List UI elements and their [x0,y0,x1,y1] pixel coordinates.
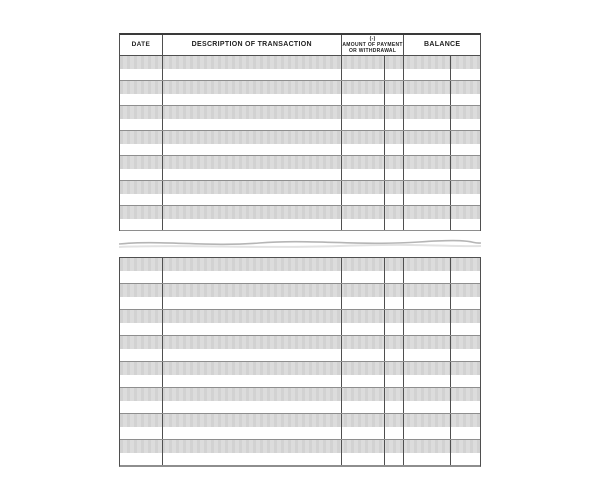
register-cell [403,336,450,361]
register-cell [162,81,341,105]
register-cell [162,440,341,465]
page-fold-line [119,235,481,251]
register-cell [450,131,480,155]
register-cell [341,56,384,80]
register-row [120,310,480,336]
register-cell [403,56,450,80]
register-cell [403,388,450,413]
register-cell [403,181,450,205]
register-cell [162,310,341,335]
register-top-section [119,33,481,231]
register-cell [120,131,162,155]
payment-header-line2: OR WITHDRAWAL [348,48,397,54]
register-cell [384,131,404,155]
register-cell [341,206,384,230]
register-cell [341,106,384,130]
register-cell [450,81,480,105]
register-cell [162,258,341,283]
register-row [120,206,480,231]
register-cell [341,156,384,180]
register-cell [403,81,450,105]
register-cell [341,440,384,465]
payment-header-line1: AMOUNT OF PAYMENT [342,42,403,48]
register-cell [120,414,162,439]
register-cell [341,131,384,155]
register-cell [450,362,480,387]
register-cell [120,156,162,180]
register-cell [450,284,480,309]
register-cell [403,310,450,335]
register-rows-bottom [120,258,480,466]
register-cell [341,258,384,283]
register-cell [384,310,404,335]
register-row [120,131,480,156]
register-cell [403,440,450,465]
register-cell [120,362,162,387]
register-row [120,156,480,181]
register-cell [384,440,404,465]
register-cell [120,181,162,205]
register-cell [403,131,450,155]
register-cell [450,388,480,413]
page-fold-separator [119,235,481,251]
check-register-page [119,33,481,467]
register-cell [403,156,450,180]
register-cell [384,106,404,130]
register-cell [450,156,480,180]
register-row [120,414,480,440]
register-cell [384,388,404,413]
register-cell [450,106,480,130]
register-cell [403,206,450,230]
register-cell [120,388,162,413]
register-rows-top [120,56,480,231]
register-cell [341,336,384,361]
register-cell [450,414,480,439]
register-row [120,284,480,310]
register-cell [162,388,341,413]
register-cell [341,414,384,439]
payment-column-header [341,35,404,55]
register-cell [450,440,480,465]
register-cell [162,336,341,361]
register-cell [162,106,341,130]
register-cell [384,258,404,283]
register-cell [341,181,384,205]
register-cell [341,310,384,335]
register-cell [384,81,404,105]
register-cell [120,258,162,283]
register-cell [162,56,341,80]
register-cell [403,284,450,309]
register-cell [162,284,341,309]
register-cell [120,284,162,309]
register-row [120,181,480,206]
register-cell [341,284,384,309]
register-cell [120,206,162,230]
payment-header-symbol: (-) [369,36,376,42]
register-row [120,56,480,81]
register-cell [384,181,404,205]
register-row [120,81,480,106]
register-cell [120,336,162,361]
register-cell [384,284,404,309]
register-cell [384,206,404,230]
register-cell [384,56,404,80]
register-cell [162,206,341,230]
register-cell [384,336,404,361]
register-cell [450,206,480,230]
register-cell [162,131,341,155]
register-cell [450,258,480,283]
register-row [120,440,480,466]
register-cell [403,258,450,283]
register-cell [384,156,404,180]
register-cell [384,362,404,387]
register-row [120,258,480,284]
register-cell [120,81,162,105]
description-column-header: DESCRIPTION OF TRANSACTION [162,35,341,55]
register-row [120,388,480,414]
register-cell [162,181,341,205]
register-cell [162,414,341,439]
register-cell [450,310,480,335]
register-row [120,336,480,362]
register-header [120,35,480,56]
register-cell [120,56,162,80]
register-cell [450,336,480,361]
register-cell [120,106,162,130]
register-row [120,106,480,131]
register-cell [162,156,341,180]
register-cell [450,181,480,205]
register-cell [162,362,341,387]
register-bottom-section [119,257,481,467]
register-row [120,362,480,388]
register-cell [403,106,450,130]
register-cell [341,388,384,413]
balance-column-header: BALANCE [403,35,480,55]
register-cell [120,440,162,465]
date-column-header: DATE [131,41,151,49]
register-cell [384,414,404,439]
register-cell [341,362,384,387]
register-cell [341,81,384,105]
register-cell [403,414,450,439]
register-cell [450,56,480,80]
register-cell [120,310,162,335]
register-cell [403,362,450,387]
